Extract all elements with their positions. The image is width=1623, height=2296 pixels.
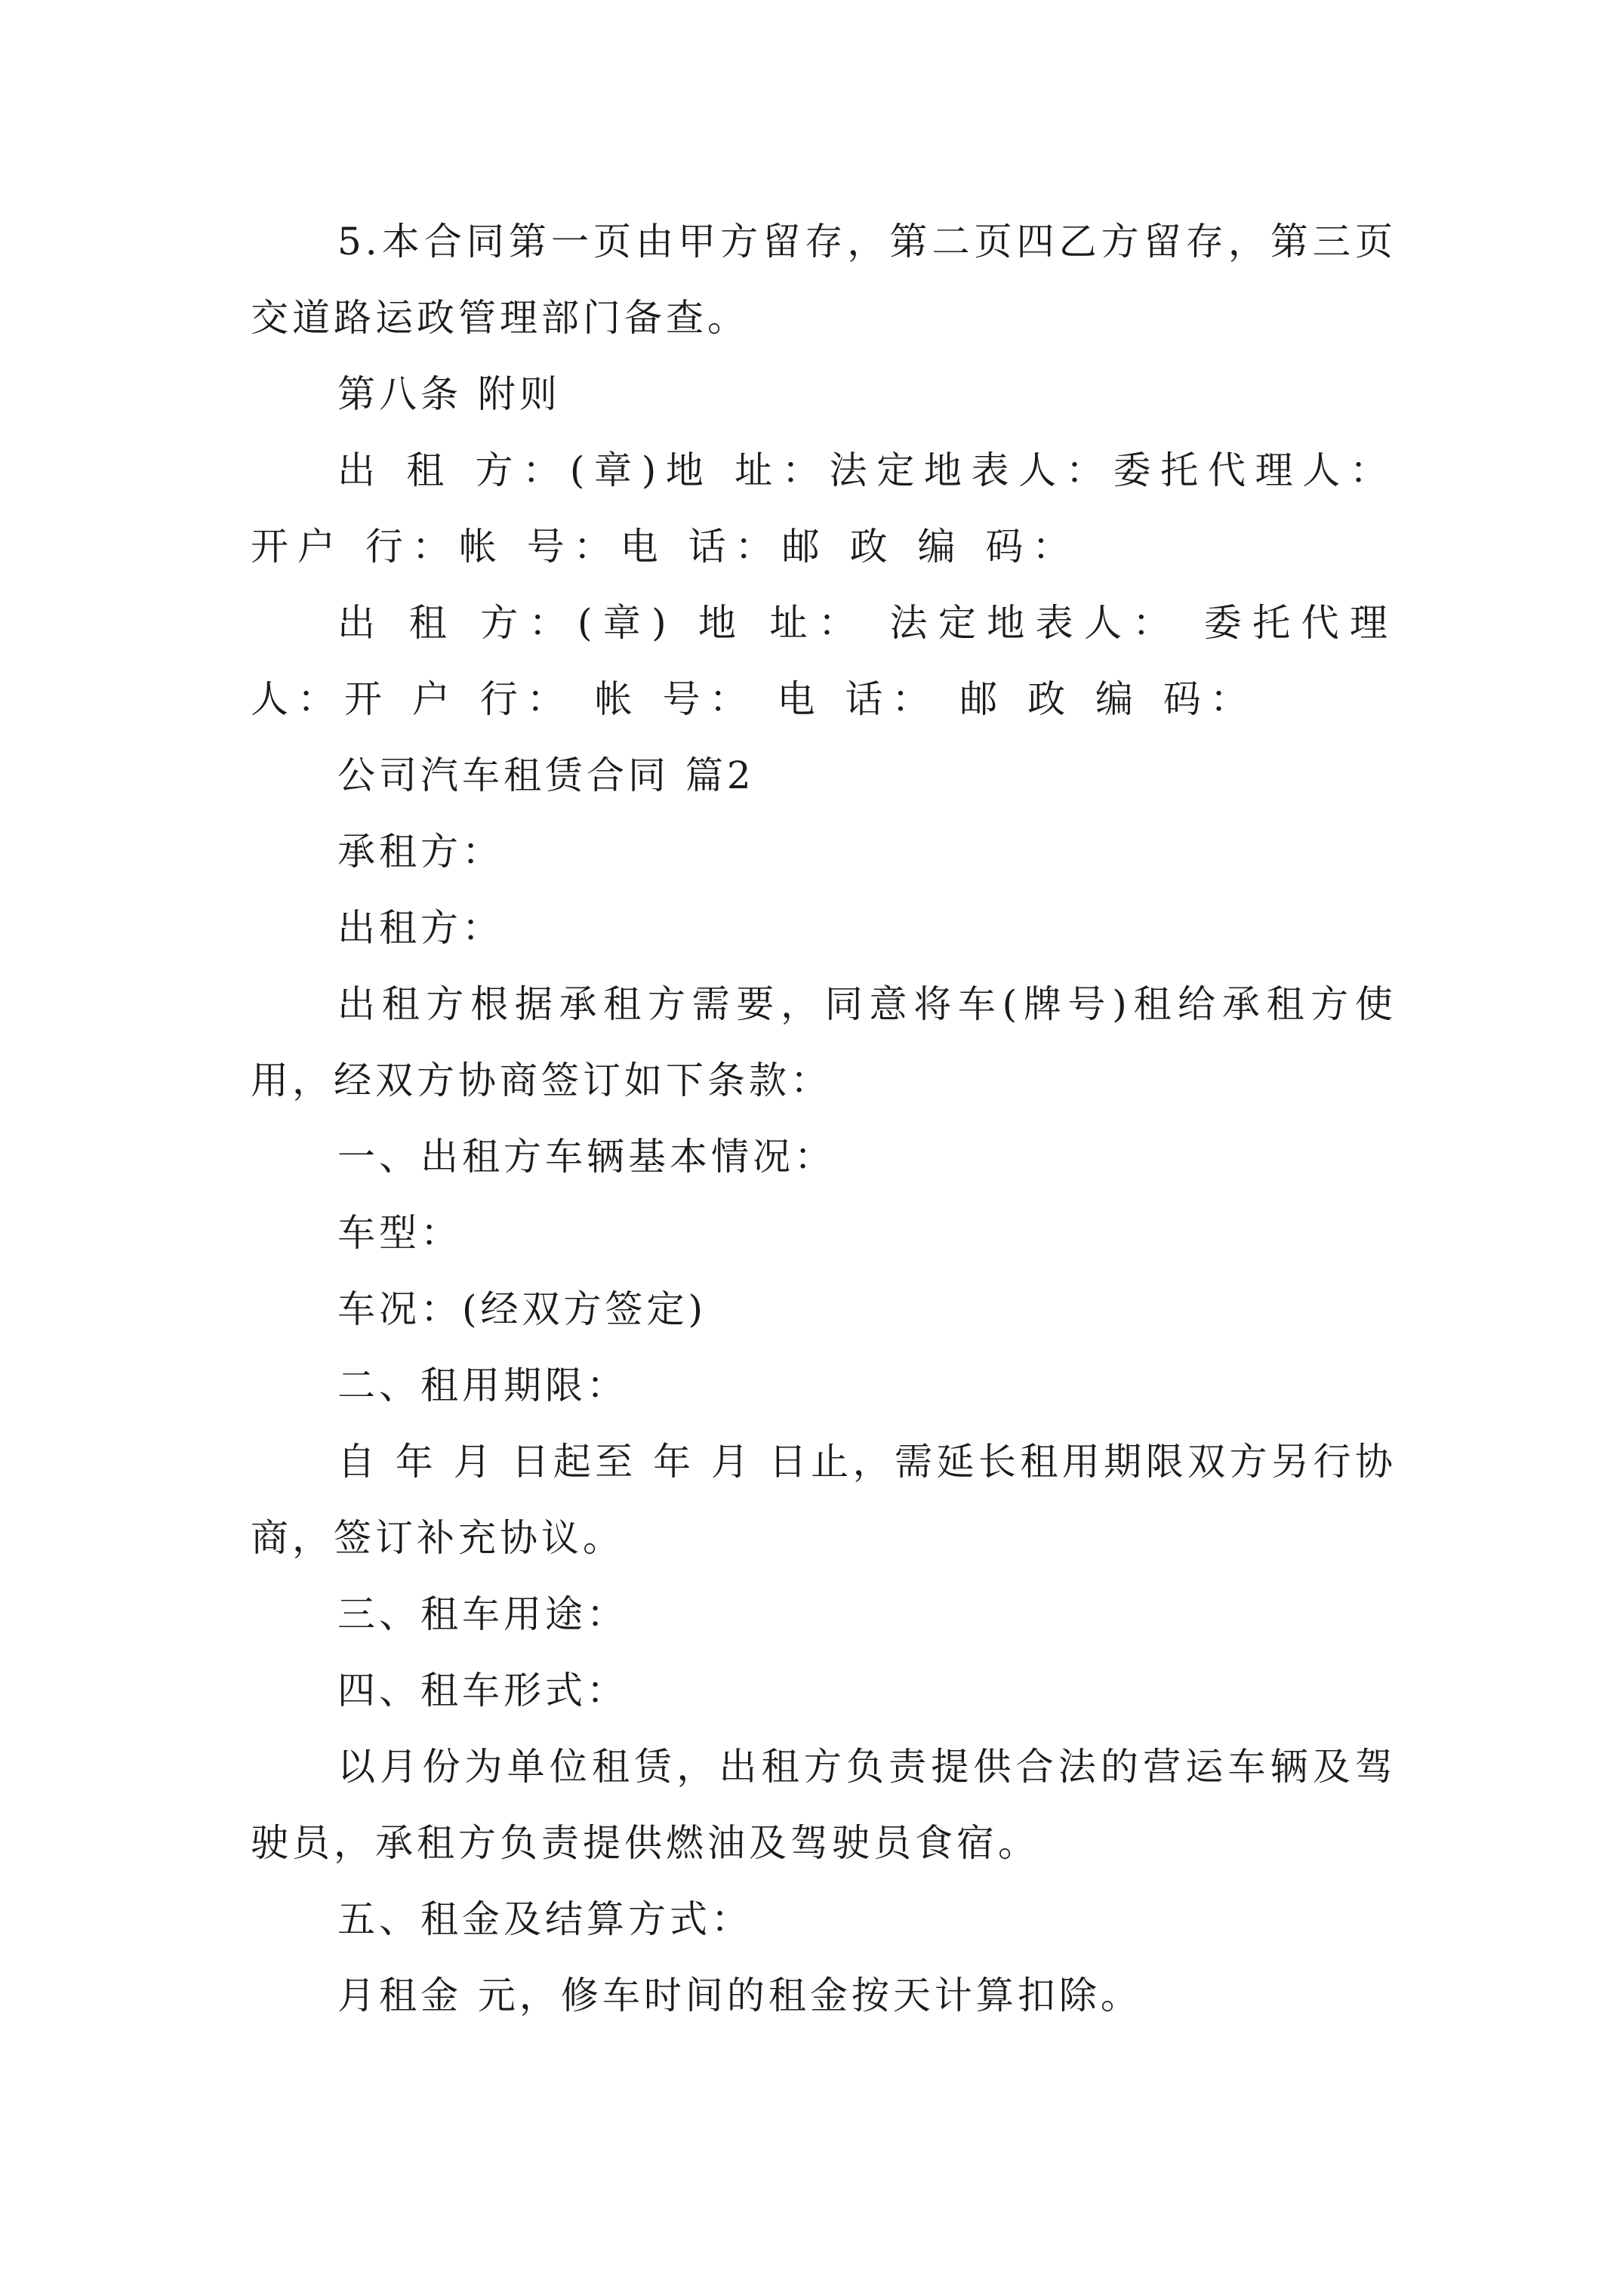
paragraph-rental-period: 自 年 月 日起至 年 月 日止，需延长租用期限双方另行协商，签订补充协议。 (251, 1440, 1397, 1560)
document-body (251, 204, 1397, 2034)
paragraph-lessee: 承租方： (337, 830, 504, 874)
paragraph-vehicle-condition: 车况：(经双方签定) (337, 1287, 707, 1331)
paragraph-section-4-heading: 四、租车形式： (337, 1669, 628, 1712)
paragraph-article-8-heading: 第八条 附则 (337, 372, 561, 416)
paragraph-lessor-info-2: 出 租 方：(章) 地 址： 法定地表人： 委托代理人：开 户 行： 帐 号： 电 话： 邮 政 编 码： (251, 601, 1397, 721)
paragraph-copy-storage: 5.本合同第一页由甲方留存，第二页四乙方留存，第三页交道路运政管理部门备查。 (251, 220, 1397, 340)
paragraph-rental-form: 以月份为单位租赁，出租方负责提供合法的营运车辆及驾驶员，承租方负责提供燃油及驾驶员食宿。 (251, 1745, 1397, 1865)
paragraph-lessor: 出租方： (337, 906, 504, 950)
paragraph-section-3-heading: 三、租车用途： (337, 1592, 628, 1636)
paragraph-section-5-heading: 五、租金及结算方式： (337, 1897, 753, 1941)
paragraph-vehicle-model: 车型： (337, 1211, 462, 1255)
paragraph-section-1-heading: 一、出租方车辆基本情况： (337, 1135, 836, 1179)
paragraph-contract-2-title: 公司汽车租赁合同 篇2 (337, 754, 755, 797)
paragraph-monthly-rent: 月租金 元，修车时间的租金按天计算扣除。 (337, 1974, 1142, 2017)
paragraph-preamble: 出租方根据承租方需要，同意将车(牌号)租给承租方使用，经双方协商签订如下条款： (251, 982, 1397, 1102)
paragraph-lessor-info-1: 出 租 方：(章)地 址：法定地表人：委托代理人：开户 行：帐 号：电 话：邮 政 编 码： (251, 448, 1397, 569)
paragraph-section-2-heading: 二、租用期限： (337, 1364, 628, 1407)
